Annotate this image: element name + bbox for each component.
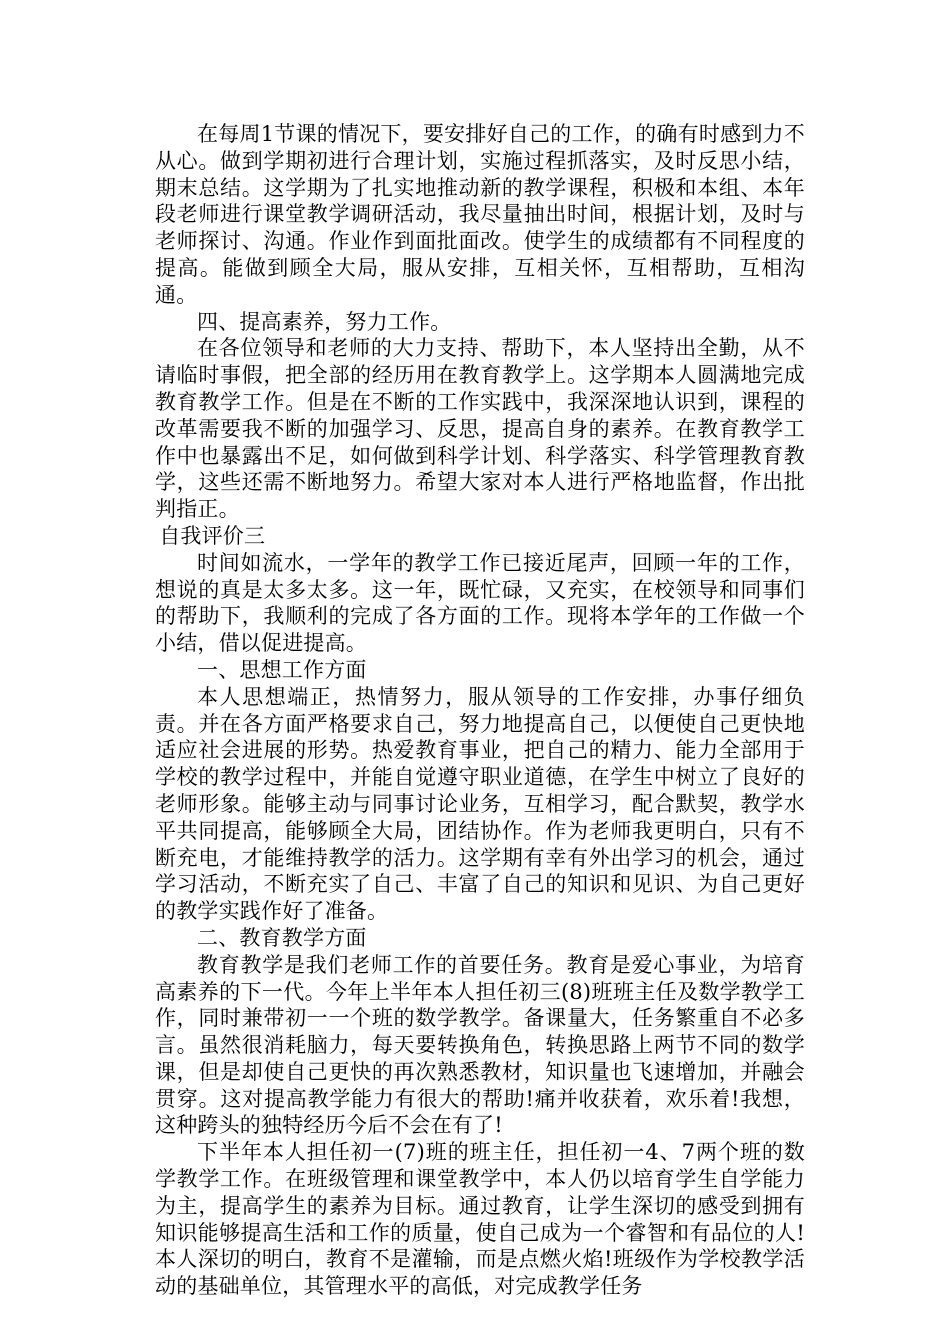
paragraph: 本人思想端正，热情努力，服从领导的工作安排，办事仔细负责。并在各方面严格要求自己，努力地提高自己，以便使自己更快地适应社会进展的形势。热爱教育事业，把自己的精力、能力全部用于学校的教学过程中，并能自觉遵守职业道德，在学生中树立了良好的老师形象。能够主动与同事讨论业务，互相学习，配合默契，教学水平共同提高，能够顾全大局，团结协作。作为老师我更明白，只有不断充电，才能维持教学的活力。这学期有幸有外出学习的机会，通过学习活动，不断充实了自己、丰富了自己的知识和见识、为自己更好的教学实践作好了准备。: [155, 684, 805, 924]
section-heading: 四、提高素养，努力工作。: [197, 309, 452, 334]
document-section-title: 自我评价三: [159, 523, 266, 548]
document-body: [155, 121, 805, 1300]
paragraph: 在每周1节课的情况下，要安排好自己的工作，的确有时感到力不从心。做到学期初进行合理计划，实施过程抓落实，及时反思小结，期末总结。这学期为了扎实地推动新的教学课程，积极和本组、本年段老师进行课堂教学调研活动，我尽量抽出时间，根据计划，及时与老师探讨、沟通。作业作到面批面改。使学生的成绩都有不同程度的提高。能做到顾全大局，服从安排，互相关怀，互相帮助，互相沟通。: [155, 122, 805, 307]
section-heading: 二、教育教学方面: [197, 925, 367, 950]
section-heading: 一、思想工作方面: [197, 657, 367, 682]
paragraph: 在各位领导和老师的大力支持、帮助下，本人坚持出全勤，从不请临时事假，把全部的经历用在教育教学上。这学期本人圆满地完成教育教学工作。但是在不断的工作实践中，我深深地认识到，课程的改革需要我不断的加强学习、反思，提高自身的素养。在教育教学工作中也暴露出不足，如何做到科学计划、科学落实、科学管理教育教学，这些还需不断地努力。希望大家对本人进行严格地监督，作出批判指正。: [155, 336, 805, 522]
paragraph: 时间如流水，一学年的教学工作已接近尾声，回顾一年的工作，想说的真是太多太多。这一年，既忙碌，又充实，在校领导和同事们的帮助下，我顺利的完成了各方面的工作。现将本学年的工作做一个小结，借以促进提高。: [155, 550, 805, 656]
paragraph: 下半年本人担任初一(7)班的班主任，担任初一4、7两个班的数学教学工作。在班级管理和课堂教学中，本人仍以培育学生自学能力为主，提高学生的素养为目标。通过教育，让学生深切的感受到拥有知识能够提高生活和工作的质量，使自己成为一个睿智和有品位的人!本人深切的明白，教育不是灌输，而是点燃火焰!班级作为学校教学活动的基础单位，其管理水平的高低，对完成教学任务: [155, 1140, 805, 1299]
paragraph: 教育教学是我们老师工作的首要任务。教育是爱心事业，为培育高素养的下一代。今年上半年本人担任初三(8)班班主任及数学教学工作，同时兼带初一一个班的数学教学。备课量大，任务繁重自不必多言。虽然很消耗脑力，每天要转换角色，转换思路上两节不同的数学课，但是却使自己更快的再次熟悉教材，知识量也飞速增加，并融会贯穿。这对提高教学能力有很大的帮助!痛并收获着，欢乐着!我想，这种跨头的独特经历今后不会在有了!: [155, 952, 805, 1138]
